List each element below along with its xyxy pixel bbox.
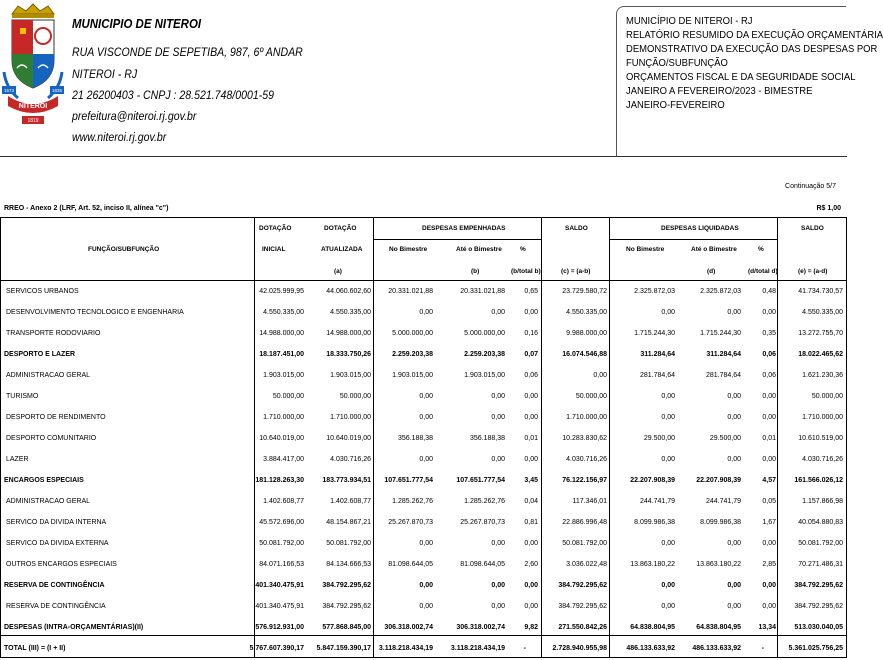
row-value: 1.715.244,30 [634, 330, 675, 337]
row-value: 0,00 [524, 393, 538, 400]
row-value: 0,00 [661, 582, 675, 589]
row-value: 50.081.792,00 [326, 540, 371, 547]
header-liq-pct-ref: (d/total d) [748, 268, 778, 275]
row-value: 42.025.999,95 [259, 288, 304, 295]
row-value: 384.792.295,62 [794, 603, 843, 610]
row-value: 306.318.002,74 [456, 624, 505, 631]
row-value: 0,35 [762, 330, 776, 337]
row-value: 50.081.792,00 [562, 540, 607, 547]
row-value: 181.128.263,30 [255, 477, 304, 484]
row-value: 244.741,79 [639, 498, 675, 505]
row-value: 64.838.804,95 [630, 624, 675, 631]
svg-text:1819: 1819 [27, 118, 39, 124]
row-value: 0,65 [524, 288, 538, 295]
row-value: 311.284,64 [706, 351, 741, 358]
row-value: 0,00 [727, 309, 741, 316]
row-value: 20.331.021,88 [388, 288, 433, 295]
report-line: MUNICÍPIO DE NITEROI - RJ [626, 15, 753, 27]
row-value: 4,57 [762, 477, 776, 484]
header-empenhadas: DESPESAS EMPENHADAS [422, 225, 506, 232]
header-bottom-border [0, 280, 847, 281]
row-value: 50.000,00 [575, 393, 607, 400]
row-label: ADMINISTRACAO GERAL [6, 498, 91, 505]
row-value: 2.325.872,03 [634, 288, 675, 295]
header-saldo-1: SALDO [565, 225, 588, 232]
row-label: DESENVOLVIMENTO TECNOLOGICO E ENGENHARIA [6, 309, 184, 316]
currency-unit: R$ 1,00 [816, 205, 841, 212]
row-value: 0,01 [524, 435, 538, 442]
table-row [0, 408, 847, 429]
row-value: 2.259.203,38 [464, 351, 505, 358]
row-value: 50.000,00 [811, 393, 843, 400]
municipality-name: MUNICIPIO DE NITEROI [72, 16, 202, 31]
row-value: 0,16 [524, 330, 538, 337]
header-dotacao-inicial-sub: INICIAL [262, 246, 286, 253]
header-saldo-1-ref: (c) = (a-b) [561, 268, 591, 275]
row-value: 0,00 [419, 582, 433, 589]
table-row [0, 639, 847, 660]
row-value: 64.838.804,95 [696, 624, 741, 631]
report-header [0, 0, 883, 157]
row-value: 8.099.986,38 [634, 519, 675, 526]
row-value: 0,00 [419, 414, 433, 421]
row-value: 0,00 [491, 582, 505, 589]
row-value: 0,00 [727, 456, 741, 463]
row-value: 1.903.015,00 [392, 372, 433, 379]
row-value: 10.640.019,00 [326, 435, 371, 442]
row-value: 13.863.180,22 [696, 561, 741, 568]
table-row [0, 387, 847, 408]
row-value: 48.154.867,21 [326, 519, 371, 526]
group-divider [609, 239, 777, 240]
row-value: 0,00 [762, 582, 776, 589]
row-value: 50.081.792,00 [798, 540, 843, 547]
row-value: 0,00 [419, 456, 433, 463]
row-label: TOTAL (III) = (I + II) [4, 645, 66, 652]
row-value: 0,00 [727, 540, 741, 547]
table-row [0, 324, 847, 345]
report-line: JANEIRO-FEVEREIRO [626, 99, 725, 111]
row-value: 0,00 [524, 540, 538, 547]
row-label: RESERVA DE CONTINGÊNCIA [4, 582, 105, 589]
header-liq-bimestre: No Bimestre [626, 246, 665, 253]
row-value: 384.792.295,62 [322, 582, 371, 589]
row-value: 9.988.000,00 [566, 330, 607, 337]
row-value: 0,00 [593, 372, 607, 379]
row-label: TURISMO [6, 393, 39, 400]
table-row [0, 366, 847, 387]
row-value: 3.118.218.434,19 [450, 645, 505, 652]
row-value: 2.259.203,38 [392, 351, 433, 358]
row-value: 4.550.335,00 [566, 309, 607, 316]
row-value: 25.267.870,73 [388, 519, 433, 526]
row-value: 0,00 [727, 603, 741, 610]
header-emp-ate: Até o Bimestre [456, 246, 502, 253]
row-value: 401.340.475,91 [255, 603, 304, 610]
annex-reference: RREO - Anexo 2 (LRF, Art. 52, inciso II, alínea "c") [4, 205, 169, 212]
row-value: 384.792.295,62 [558, 582, 607, 589]
report-line: FUNÇÃO/SUBFUNÇÃO [626, 57, 728, 69]
row-value: - [523, 645, 526, 652]
row-value: 18.333.750,26 [326, 351, 371, 358]
table-row [0, 282, 847, 303]
row-value: 0,00 [491, 603, 505, 610]
row-value: 1.710.000,00 [802, 414, 843, 421]
report-line: JANEIRO A FEVEREIRO/2023 - BIMESTRE [626, 85, 813, 97]
row-value: 0,00 [491, 540, 505, 547]
row-value: 0,00 [524, 456, 538, 463]
row-value: 0,00 [491, 309, 505, 316]
row-value: 0,00 [419, 393, 433, 400]
row-value: 0,00 [762, 540, 776, 547]
row-value: 486.133.633,92 [692, 645, 741, 652]
row-value: 3,45 [524, 477, 538, 484]
row-value: 117.346,01 [572, 498, 607, 505]
row-value: 0,05 [762, 498, 776, 505]
header-dotacao-atualizada-sub: ATUALIZADA [321, 246, 363, 253]
row-value: 281.784,64 [639, 372, 675, 379]
row-label: ENCARGOS ESPECIAIS [4, 477, 84, 484]
row-value: 9,82 [524, 624, 538, 631]
table-top-border [0, 217, 847, 218]
row-value: 0,00 [491, 456, 505, 463]
header-dotacao-inicial: DOTAÇÃO [259, 225, 292, 232]
row-label: DESPORTO COMUNITARIO [6, 435, 97, 442]
row-value: 0,00 [419, 309, 433, 316]
row-value: - [761, 645, 764, 652]
row-value: 22.886.996,48 [562, 519, 607, 526]
row-value: 20.331.021,88 [460, 288, 505, 295]
row-value: 4.030.716,26 [802, 456, 843, 463]
row-value: 0,07 [524, 351, 538, 358]
row-value: 401.340.475,91 [255, 582, 304, 589]
header-divider [0, 156, 847, 157]
row-value: 3.884.417,00 [263, 456, 304, 463]
table-row [0, 450, 847, 471]
row-value: 2,60 [524, 561, 538, 568]
header-dotacao-atualizada: DOTAÇÃO [324, 225, 357, 232]
row-value: 244.741,79 [705, 498, 741, 505]
row-value: 84.071.166,53 [259, 561, 304, 568]
row-label: SERVICOS URBANOS [6, 288, 79, 295]
row-value: 513.030.040,05 [794, 624, 843, 631]
row-value: 13.272.755,70 [798, 330, 843, 337]
table-row [0, 303, 847, 324]
row-value: 18.022.465,62 [798, 351, 843, 358]
row-value: 577.868.845,00 [322, 624, 371, 631]
row-value: 10.610.519,00 [798, 435, 843, 442]
website: www.niteroi.rj.gov.br [72, 130, 167, 144]
header-emp-bimestre: No Bimestre [389, 246, 428, 253]
row-label: OUTROS ENCARGOS ESPECIAIS [6, 561, 117, 568]
row-value: 107.651.777,54 [456, 477, 505, 484]
row-value: 1.285.262,76 [464, 498, 505, 505]
row-value: 81.098.644,05 [388, 561, 433, 568]
row-label: RESERVA DE CONTINGÊNCIA [6, 603, 106, 610]
row-value: 0,00 [762, 414, 776, 421]
row-label: SERVICO DA DIVIDA EXTERNA [6, 540, 109, 547]
email: prefeitura@niteroi.rj.gov.br [72, 109, 197, 123]
report-line: DEMONSTRATIVO DA EXECUÇÃO DAS DESPESAS POR [626, 43, 878, 55]
row-value: 0,00 [762, 393, 776, 400]
row-value: 1.285.262,76 [392, 498, 433, 505]
row-value: 281.784,64 [705, 372, 741, 379]
report-info-box [616, 6, 883, 156]
table-row [0, 618, 847, 639]
row-value: 29.500,00 [643, 435, 675, 442]
table-row [0, 513, 847, 534]
row-value: 2.325.872,03 [700, 288, 741, 295]
row-value: 44.060.602,60 [326, 288, 371, 295]
table-row [0, 597, 847, 618]
table-row [0, 576, 847, 597]
row-value: 1.402.608,77 [330, 498, 371, 505]
row-value: 41.734.730,57 [798, 288, 843, 295]
row-value: 22.207.908,39 [630, 477, 675, 484]
row-value: 8.099.986,38 [700, 519, 741, 526]
row-value: 13,34 [758, 624, 776, 631]
row-value: 70.271.486,31 [798, 561, 843, 568]
row-value: 29.500,00 [709, 435, 741, 442]
row-value: 1.903.015,00 [330, 372, 371, 379]
header-liq-pct: % [758, 246, 764, 253]
row-value: 311.284,64 [640, 351, 675, 358]
row-value: 0,00 [524, 582, 538, 589]
row-value: 13.863.180,22 [630, 561, 675, 568]
row-value: 4.550.335,00 [802, 309, 843, 316]
row-value: 4.030.716,26 [330, 456, 371, 463]
row-value: 0,00 [419, 603, 433, 610]
row-value: 0,00 [661, 603, 675, 610]
row-value: 356.188,38 [469, 435, 505, 442]
row-value: 40.054.880,83 [798, 519, 843, 526]
row-value: 5.767.607.390,17 [249, 645, 304, 652]
row-value: 0,00 [727, 393, 741, 400]
row-value: 1.621.230,36 [802, 372, 843, 379]
group-divider [373, 239, 541, 240]
row-label: TRANSPORTE RODOVIARIO [6, 330, 101, 337]
row-value: 1.903.015,00 [464, 372, 505, 379]
row-value: 10.640.019,00 [259, 435, 304, 442]
row-value: 2,85 [762, 561, 776, 568]
row-label: SERVICO DA DIVIDA INTERNA [6, 519, 107, 526]
address: RUA VISCONDE DE SEPETIBA, 987, 6º ANDAR [72, 45, 303, 59]
row-value: 0,48 [762, 288, 776, 295]
row-value: 0,00 [524, 414, 538, 421]
table-row [0, 471, 847, 492]
row-value: 0,06 [762, 351, 776, 358]
row-value: 1.903.015,00 [263, 372, 304, 379]
row-value: 0,00 [661, 456, 675, 463]
table-row [0, 492, 847, 513]
row-value: 1.157.866,98 [802, 498, 843, 505]
coat-of-arms-icon [2, 2, 64, 130]
svg-text:1835: 1835 [51, 88, 63, 93]
row-value: 1.710.000,00 [566, 414, 607, 421]
row-value: 50.000,00 [339, 393, 371, 400]
row-value: 0,01 [762, 435, 776, 442]
row-label: DESPORTO DE RENDIMENTO [6, 414, 106, 421]
header-saldo-2-ref: (e) = (a-d) [798, 268, 828, 275]
row-value: 2.728.940.955,98 [552, 645, 607, 652]
row-value: 3.036.022,48 [566, 561, 607, 568]
row-value: 0,00 [661, 393, 675, 400]
row-value: 384.792.295,62 [322, 603, 371, 610]
row-value: 1.710.000,00 [263, 414, 304, 421]
svg-text:1573: 1573 [3, 88, 15, 93]
row-label: LAZER [6, 456, 29, 463]
row-value: 576.912.931,00 [255, 624, 304, 631]
city: NITEROI - RJ [72, 67, 138, 81]
row-value: 16.074.546,88 [562, 351, 607, 358]
row-value: 0,00 [524, 309, 538, 316]
row-value: 486.133.633,92 [626, 645, 675, 652]
header-funcao: FUNÇÃO/SUBFUNÇÃO [88, 246, 160, 253]
report-line: RELATÓRIO RESUMIDO DA EXECUÇÃO ORÇAMENTÁRIA [626, 29, 883, 41]
row-value: 76.122.156,97 [562, 477, 607, 484]
row-label: DESPESAS (INTRA-ORÇAMENTÁRIAS)(II) [4, 624, 144, 631]
row-label: ADMINISTRACAO GERAL [6, 372, 91, 379]
row-value: 14.988.000,00 [259, 330, 304, 337]
row-value: 4.030.716,26 [566, 456, 607, 463]
row-value: 271.550.842,26 [558, 624, 607, 631]
row-value: 1.715.244,30 [700, 330, 741, 337]
row-value: 81.098.644,05 [460, 561, 505, 568]
row-label: DESPORTO E LAZER [4, 351, 76, 358]
row-value: 0,06 [524, 372, 538, 379]
row-value: 18.187.451,00 [259, 351, 304, 358]
row-value: 0,06 [762, 372, 776, 379]
row-value: 25.267.870,73 [460, 519, 505, 526]
report-line: ORÇAMENTOS FISCAL E DA SEGURIDADE SOCIAL [626, 71, 856, 83]
row-value: 0,00 [419, 540, 433, 547]
table-row [0, 345, 847, 366]
row-value: 1.710.000,00 [330, 414, 371, 421]
row-value: 5.000.000,00 [392, 330, 433, 337]
header-saldo-2: SALDO [801, 225, 824, 232]
row-value: 384.792.295,62 [794, 582, 843, 589]
row-value: 0,00 [727, 414, 741, 421]
row-value: 1,67 [762, 519, 776, 526]
row-value: 306.318.002,74 [384, 624, 433, 631]
header-emp-pct: % [520, 246, 526, 253]
row-value: 0,00 [661, 414, 675, 421]
row-value: 10.283.830,62 [562, 435, 607, 442]
phone-cnpj: 21 26200403 - CNPJ : 28.521.748/0001-59 [72, 88, 274, 102]
row-value: 14.988.000,00 [326, 330, 371, 337]
row-value: 0,00 [491, 393, 505, 400]
row-value: 4.550.335,00 [263, 309, 304, 316]
table-row [0, 429, 847, 450]
header-liquidadas: DESPESAS LIQUIDADAS [661, 225, 739, 232]
row-value: 161.566.026,12 [794, 477, 843, 484]
header-dotacao-ref: (a) [334, 268, 342, 275]
header-emp-pct-ref: (b/total b) [511, 268, 541, 275]
table-row [0, 534, 847, 555]
row-value: 5.000.000,00 [464, 330, 505, 337]
table-row [0, 555, 847, 576]
continuation-label: Continuação 5/7 [785, 183, 836, 190]
row-value: 0,00 [762, 456, 776, 463]
row-value: 0,00 [661, 540, 675, 547]
row-value: 0,00 [491, 414, 505, 421]
row-value: 0,00 [762, 603, 776, 610]
svg-text:NITEROI: NITEROI [18, 103, 48, 110]
row-value: 22.207.908,39 [696, 477, 741, 484]
row-value: 0,00 [524, 603, 538, 610]
row-value: 0,00 [762, 309, 776, 316]
row-value: 1.402.608,77 [263, 498, 304, 505]
row-value: 183.773.934,51 [322, 477, 371, 484]
row-value: 3.118.218.434,19 [378, 645, 433, 652]
row-value: 4.550.335,00 [330, 309, 371, 316]
row-value: 50.000,00 [272, 393, 304, 400]
row-value: 107.651.777,54 [384, 477, 433, 484]
row-value: 84.134.666,53 [326, 561, 371, 568]
header-emp-ate-ref: (b) [471, 268, 480, 275]
row-value: 50.081.792,00 [259, 540, 304, 547]
row-value: 5.361.025.756,25 [788, 645, 843, 652]
row-value: 0,00 [727, 582, 741, 589]
row-value: 384.792.295,62 [558, 603, 607, 610]
row-value: 23.729.580,72 [562, 288, 607, 295]
row-value: 356.188,38 [397, 435, 433, 442]
header-liq-ate: Até o Bimestre [691, 246, 737, 253]
row-value: 0,81 [524, 519, 538, 526]
row-value: 0,00 [661, 309, 675, 316]
row-value: 45.572.696,00 [259, 519, 304, 526]
header-liq-ate-ref: (d) [707, 268, 716, 275]
row-value: 0,04 [524, 498, 538, 505]
row-value: 5.847.159.390,17 [316, 645, 371, 652]
